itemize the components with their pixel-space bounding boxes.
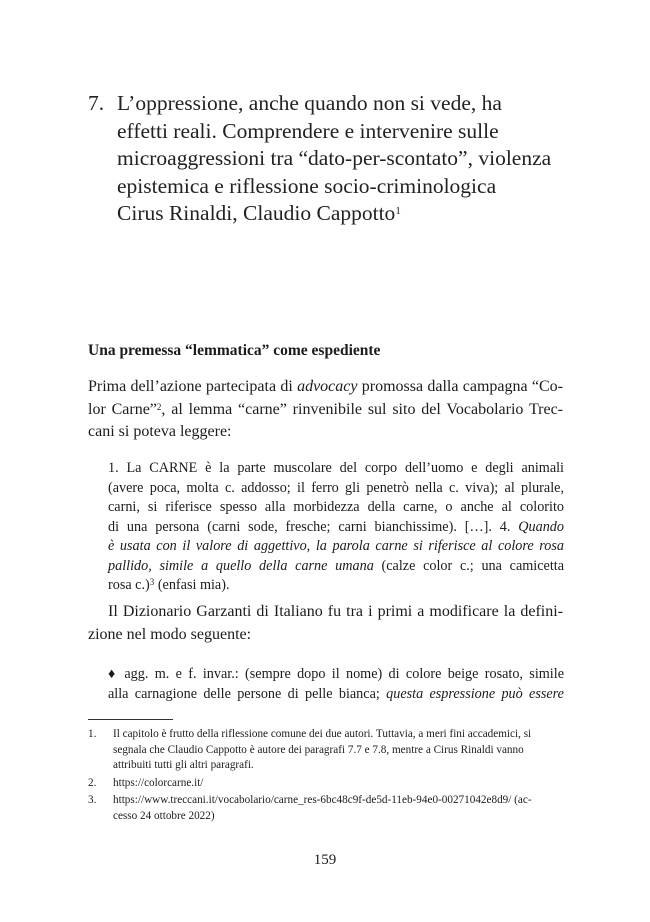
dictionary-quote-treccani (108, 459, 564, 596)
footnote-ref-3[interactable]: 3 (149, 577, 155, 587)
italic-run: Quando (518, 518, 564, 535)
quote-line (108, 685, 564, 705)
paragraph-line: cani si poteva leggere: (88, 423, 232, 440)
quote-line: carni, si riferisce spesso alla morbidezza della carne, o anche al colorito (108, 499, 564, 515)
text-run: Prima dell’azione partecipata di (88, 378, 298, 395)
text-run: rosa c.) (108, 577, 150, 593)
chapter-title-line: effetti reali. Comprendere e intervenire sulle (117, 118, 499, 143)
footnote-line: cesso 24 ottobre 2022) (113, 809, 215, 822)
paragraph-line: Il Dizionario Garzanti di Italiano fu tra i primi a modificare la defini- (108, 603, 563, 620)
text-run: di una persona (carni sode, fresche; carni bianchissime). […]. 4. (108, 518, 519, 535)
footnote-2 (88, 776, 564, 792)
footnote-line: attribuiti tutti gli altri paragrafi. (113, 759, 254, 771)
text-run: , al lemma “carne” rinvenibile sul sito del Vocabolario Trec- (161, 400, 564, 418)
italic-run: è usata con il valore di aggettivo, la parola carne si riferisce al colore rosa (108, 538, 564, 554)
italic-run: advocacy (297, 378, 358, 395)
footnote-number: 1. (88, 728, 97, 740)
quote-line: ♦ agg. m. e f. invar.: (sempre dopo il nome) di colore beige rosato, simile (108, 666, 564, 682)
quote-line (108, 557, 564, 577)
text-run: promossa dalla campagna “Co- (357, 378, 563, 395)
footnote-ref-1[interactable]: 1 (395, 205, 401, 217)
footnote-link[interactable]: https://colorcarne.it/ (113, 776, 204, 789)
chapter-heading (88, 90, 588, 228)
footnote-1 (88, 727, 564, 774)
text-run: (enfasi mia). (154, 577, 230, 593)
footnote-line: Il capitolo è frutto della riflessione comune dei due autori. Tuttavia, a meri fini accademici, si (113, 728, 532, 740)
footnote-3 (88, 793, 564, 824)
authors-text: Cirus Rinaldi, Claudio Cappotto (117, 201, 396, 225)
italic-run: pallido, simile a quello della carne umana (108, 557, 374, 574)
paragraph-line (88, 399, 563, 422)
footnote-ref-2[interactable]: 2 (156, 401, 162, 412)
quote-line: (avere poca, molta c. addosso; il ferro gli penetrò nella c. viva); al plurale, (108, 479, 564, 496)
footnote-line: segnala che Claudio Cappotto è autore dei paragrafi 7.7 e 7.8, mentre a Cirus Rinaldi vanno (113, 743, 524, 756)
paragraph-line: zione nel modo seguente: (88, 625, 252, 643)
quote-line (108, 576, 564, 596)
section-heading: Una premessa “lemmatica” come espediente (88, 342, 381, 359)
chapter-title (117, 90, 588, 228)
dictionary-quote-garzanti (108, 665, 564, 704)
footnote-link[interactable]: https://www.treccani.it/vocabolario/carne_res-6bc48c9f-de5d-11eb-94e0-00271042e8d9/ (ac- (113, 794, 532, 806)
chapter-title-line: L’oppressione, anche quando non si vede, ha (117, 91, 502, 115)
footnote-number: 3. (88, 794, 97, 806)
paragraph-2 (88, 601, 563, 646)
text-run: (calze color c.; una camicetta (373, 557, 565, 574)
italic-run: questa espressione può essere (386, 685, 564, 702)
quote-line (108, 518, 564, 538)
paragraph-1 (88, 376, 563, 444)
chapter-title-line: epistemica e riflessione socio-criminologica (117, 173, 497, 198)
quote-line (108, 537, 564, 557)
text-run: lor Carne” (88, 400, 157, 418)
footnotes (88, 727, 564, 826)
text-run: alla carnagione delle persone di pelle bianca; (108, 685, 387, 702)
paragraph-line (88, 376, 563, 399)
footnote-number: 2. (88, 776, 97, 789)
footnote-divider (88, 719, 173, 720)
quote-line: 1. La CARNE è la parte muscolare del corpo dell’uomo e degli animali (108, 460, 564, 476)
page-number: 159 (313, 852, 337, 868)
chapter-number: 7. (88, 91, 105, 115)
chapter-title-line: microaggressioni tra “dato-per-scontato”, violenza (117, 146, 552, 170)
chapter-authors (117, 200, 588, 228)
